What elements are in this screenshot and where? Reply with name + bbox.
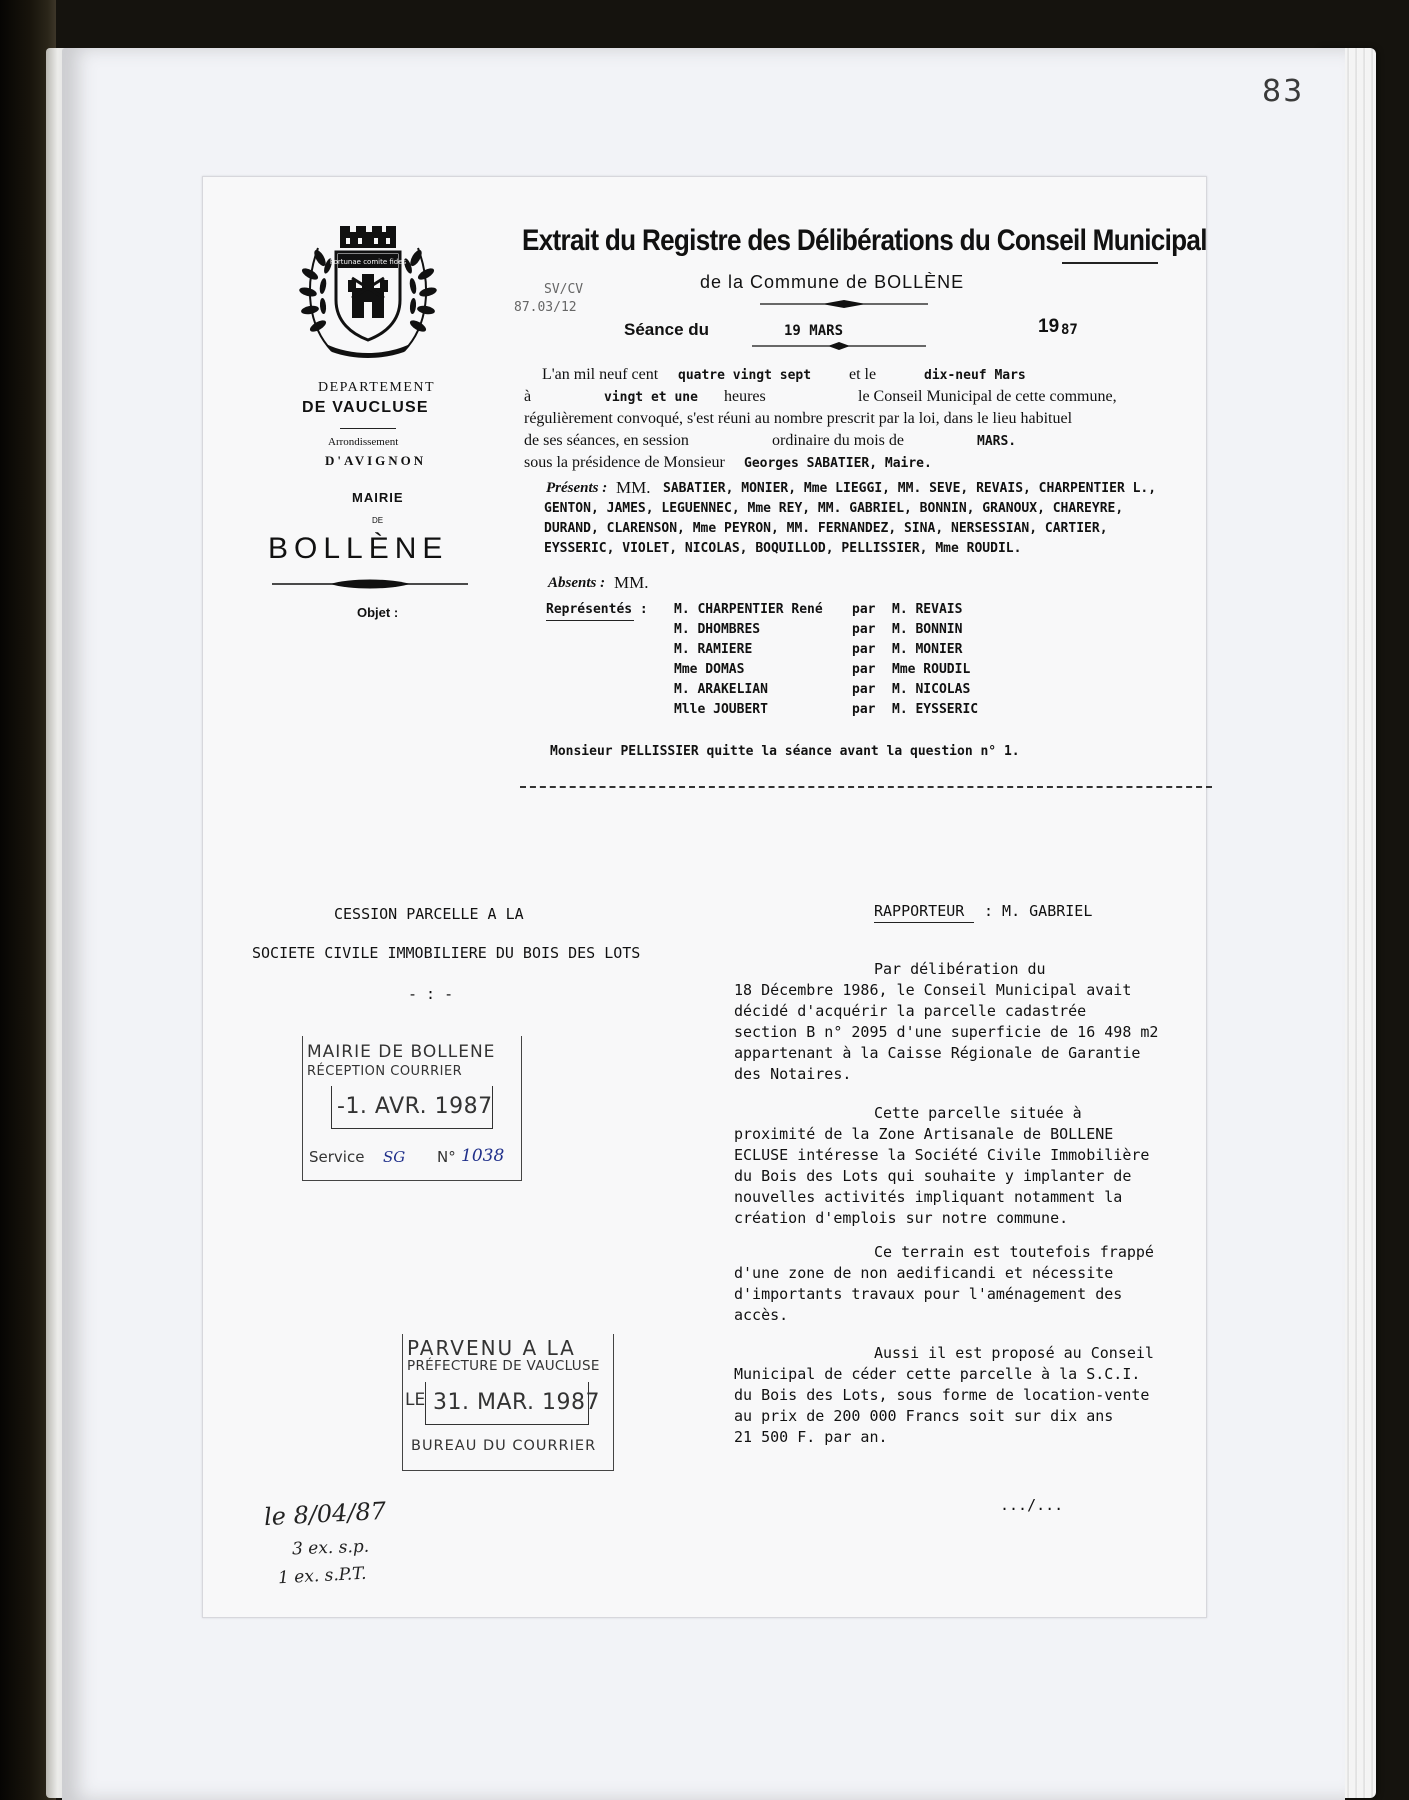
proxy-row-holder: M. NICOLAS <box>892 682 971 697</box>
proxy-row-holder: M. BONNIN <box>892 622 963 637</box>
proxy-row-par: par <box>852 662 876 677</box>
body-line: d'importants travaux pour l'aménagement des <box>734 1285 1123 1303</box>
proxy-row-holder: M. MONIER <box>892 642 963 657</box>
reference-line-1: SV/CV <box>544 282 584 297</box>
body-line: 18 Décembre 1986, le Conseil Municipal avait <box>734 981 1132 999</box>
departement-label: DEPARTEMENT <box>318 380 436 395</box>
rapporteur-value: : M. GABRIEL <box>984 902 1093 920</box>
continuation-mark: .../... <box>1000 1496 1064 1514</box>
intro-text: de ses séances, en session <box>524 432 689 449</box>
proxy-row-name: Mlle JOUBERT <box>674 702 768 717</box>
subject-line-2: SOCIETE CIVILE IMMOBILIERE DU BOIS DES LOTS <box>252 944 641 962</box>
stamp-no-label: N° <box>437 1148 456 1166</box>
intro-text: ordinaire du mois de <box>772 432 904 449</box>
intro-text: L'an mil neuf cent <box>542 366 659 383</box>
absents-mm: MM. <box>614 573 649 592</box>
body-line: ECLUSE intéresse la Société Civile Immobilière <box>734 1146 1150 1164</box>
intro-text: et le <box>849 366 877 383</box>
seance-year-prefix: 19 <box>1038 316 1060 337</box>
rapporteur-label: RAPPORTEUR <box>874 902 965 920</box>
svg-text:Fortunae comite fides: Fortunae comite fides <box>329 258 407 266</box>
title-underline <box>1062 262 1158 264</box>
intro-text: régulièrement convoqué, s'est réuni au nombre prescrit par la loi, dans le lieu habituel <box>524 410 1073 427</box>
proxy-row-holder: M. EYSSERIC <box>892 702 979 717</box>
body-line: Ce terrain est toutefois frappé <box>874 1243 1154 1261</box>
intro-text: sous la présidence de Monsieur <box>524 454 725 471</box>
body-line: Par délibération du <box>874 960 1046 978</box>
presents-mm: MM. <box>616 478 651 497</box>
stamp-line: PRÉFECTURE DE VAUCLUSE <box>407 1358 600 1374</box>
body-line: décidé d'acquérir la parcelle cadastrée <box>734 1002 1087 1020</box>
body-line: des Notaires. <box>734 1065 852 1083</box>
representes-underline <box>546 620 634 621</box>
proxy-row-par: par <box>852 642 876 657</box>
handwritten-note: 3 ex. s.p. <box>291 1536 370 1560</box>
subject-separator: - : - <box>408 985 454 1003</box>
reference-line-2: 87.03/12 <box>514 300 577 315</box>
commune-line: de la Commune de BOLLÈNE <box>700 272 965 292</box>
proxy-row-par: par <box>852 622 876 637</box>
representes-label: Représentés : <box>546 602 648 617</box>
presents-line: EYSSERIC, VIOLET, NICOLAS, BOQUILLOD, PELLISSIER, Mme ROUDIL. <box>544 541 1022 556</box>
ornament-rule <box>752 342 926 350</box>
stamp-line: PARVENU A LA <box>407 1336 576 1360</box>
proxy-row-par: par <box>852 702 876 717</box>
proxy-row-par: par <box>852 602 876 617</box>
stamp-line: BUREAU DU COURRIER <box>411 1438 597 1454</box>
intro-text: heures <box>724 388 766 405</box>
handwritten-note: 1 ex. s.P.T. <box>277 1563 367 1589</box>
seance-label: Séance du <box>624 320 710 339</box>
rapporteur-underline <box>874 922 974 923</box>
proxy-row-name: Mme DOMAS <box>674 662 745 677</box>
stamp-date: 31. MAR. 1987 <box>433 1390 600 1415</box>
body-line: 21 500 F. par an. <box>734 1428 888 1446</box>
de-label: DE <box>372 516 384 525</box>
separator-line <box>340 428 396 429</box>
arrondissement-name: D'AVIGNON <box>325 453 427 468</box>
town-crest-icon <box>296 226 440 362</box>
handwritten-note: le 8/04/87 <box>263 1496 387 1532</box>
stamp-le-label: LE <box>405 1390 426 1410</box>
proxy-row-par: par <box>852 682 876 697</box>
intro-president: Georges SABATIER, Maire. <box>744 456 932 471</box>
proxy-row-name: M. DHOMBRES <box>674 622 761 637</box>
stamp-no-value: 1038 <box>461 1146 505 1166</box>
stamp-date: -1. AVR. 1987 <box>337 1094 493 1119</box>
intro-year: quatre vingt sept <box>678 368 812 383</box>
ornament-rule <box>760 300 928 308</box>
body-line: du Bois des Lots qui souhaite y implanter de <box>734 1167 1132 1185</box>
proxy-row-holder: M. REVAIS <box>892 602 963 617</box>
ornament-rule <box>270 578 470 590</box>
arrondissement-label: Arrondissement <box>328 436 399 448</box>
seance-date: 19 MARS <box>784 323 844 339</box>
dashed-separator <box>520 786 1212 788</box>
seance-year-suffix: 87 <box>1061 322 1078 338</box>
intro-text: le Conseil Municipal de cette commune, <box>858 388 1117 405</box>
folio-number: 83 <box>1262 74 1305 109</box>
stamp-line: RÉCEPTION COURRIER <box>307 1064 463 1079</box>
presents-line: DURAND, CLARENSON, Mme PEYRON, MM. FERNANDEZ, SINA, NERSESSIAN, CARTIER, <box>544 521 1108 536</box>
town-name: BOLLÈNE <box>268 532 449 565</box>
proxy-row-name: M. ARAKELIAN <box>674 682 768 697</box>
mairie-label: MAIRIE <box>352 490 404 505</box>
proxy-row-name: M. RAMIERE <box>674 642 753 657</box>
proxy-row-name: M. CHARPENTIER René <box>674 602 823 617</box>
document-title: Extrait du Registre des Délibérations du Conseil Municipal <box>522 224 1207 257</box>
intro-text: à <box>524 388 532 405</box>
body-line: Aussi il est proposé au Conseil <box>874 1344 1154 1362</box>
intro-month: MARS. <box>977 434 1017 449</box>
absents-label: Absents : <box>548 575 606 591</box>
presents-label: Présents : <box>546 480 608 496</box>
presents-line: SABATIER, MONIER, Mme LIEGGI, MM. SEVE, REVAIS, CHARPENTIER L., <box>663 481 1157 496</box>
departure-note: Monsieur PELLISSIER quitte la séance avant la question n° 1. <box>550 744 1020 759</box>
presents-line: GENTON, JAMES, LEGUENNEC, Mme REY, MM. GABRIEL, BONNIN, GRANOUX, CHAREYRE, <box>544 501 1124 516</box>
body-line: appartenant à la Caisse Régionale de Garantie <box>734 1044 1141 1062</box>
intro-day: dix-neuf Mars <box>924 368 1026 383</box>
body-line: nouvelles activités impliquant notamment la <box>734 1188 1123 1206</box>
prefecture-stamp <box>402 1334 614 1471</box>
body-line: proximité de la Zone Artisanale de BOLLENE <box>734 1125 1114 1143</box>
departement-name: DE VAUCLUSE <box>302 399 429 416</box>
body-line: Municipal de céder cette parcelle à la S.C.I. <box>734 1365 1141 1383</box>
body-line: création d'emplois sur notre commune. <box>734 1209 1069 1227</box>
mairie-reception-stamp <box>302 1036 522 1181</box>
stamp-line: MAIRIE DE BOLLENE <box>307 1042 496 1062</box>
proxy-row-holder: Mme ROUDIL <box>892 662 971 677</box>
body-line: du Bois des Lots, sous forme de location-vente <box>734 1386 1150 1404</box>
body-line: au prix de 200 000 Francs soit sur dix ans <box>734 1407 1114 1425</box>
body-line: section B n° 2095 d'une superficie de 16 498 m2 <box>734 1023 1159 1041</box>
stamp-service-value: SG <box>383 1148 406 1166</box>
body-line: Cette parcelle située à <box>874 1104 1082 1122</box>
subject-line-1: CESSION PARCELLE A LA <box>334 905 524 923</box>
body-line: d'une zone de non aedificandi et nécessite <box>734 1264 1114 1282</box>
objet-label: Objet : <box>357 605 399 620</box>
intro-hour: vingt et une <box>604 390 698 405</box>
stamp-service-label: Service <box>309 1148 365 1166</box>
body-line: accès. <box>734 1306 789 1324</box>
